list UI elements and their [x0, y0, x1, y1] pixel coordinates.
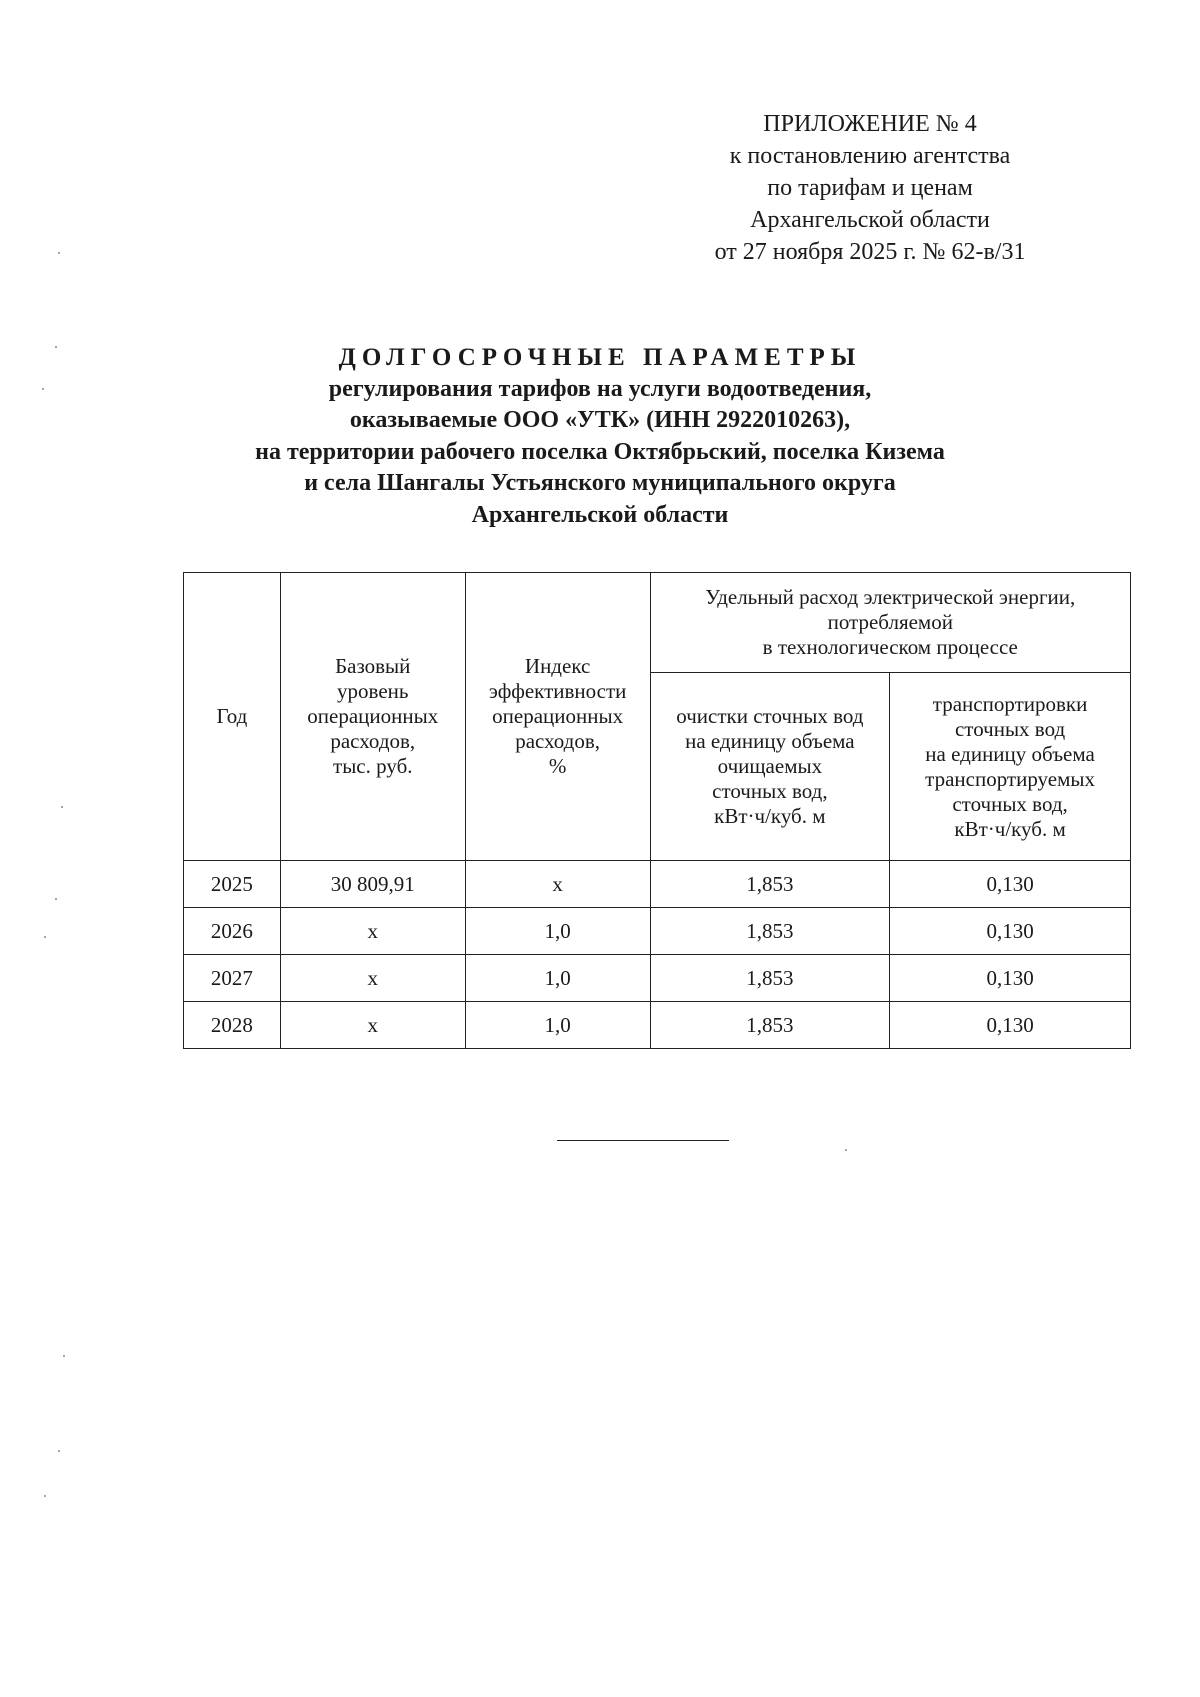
- header-line: кВт·ч/куб. м: [714, 804, 826, 828]
- header-line: операционных: [307, 704, 439, 728]
- header-line: Удельный расход электрической энергии,: [705, 585, 1076, 609]
- header-base-level: [280, 573, 465, 861]
- scan-speck: [55, 898, 57, 900]
- header-efficiency-index: [465, 573, 650, 861]
- header-line: транспортируемых: [925, 766, 1095, 791]
- cell-transport: 0,130: [890, 955, 1131, 1002]
- table-row: [184, 861, 1131, 908]
- header-line: Базовый: [335, 654, 411, 678]
- header-line: очищаемых: [717, 754, 823, 778]
- cell-base-level: х: [280, 1002, 465, 1049]
- header-line: операционных: [492, 704, 624, 728]
- header-transport: [890, 673, 1131, 861]
- cell-transport: 0,130: [890, 861, 1131, 908]
- header-line: тыс. руб.: [333, 754, 413, 778]
- header-line: расходов,: [515, 729, 601, 753]
- cell-treatment: 1,853: [650, 955, 890, 1002]
- scan-speck: [44, 936, 46, 938]
- document-title: [150, 342, 1050, 531]
- appendix-reference: к постановлению агентства: [729, 143, 1011, 169]
- table-header-row: [184, 573, 1131, 673]
- cell-treatment: 1,853: [650, 1002, 890, 1049]
- cell-transport: 0,130: [890, 1002, 1131, 1049]
- title-heading: ДОЛГОСРОЧНЫЕ ПАРАМЕТРЫ: [338, 344, 862, 371]
- cell-year: 2027: [184, 955, 281, 1002]
- header-line: кВт·ч/куб. м: [954, 816, 1066, 841]
- header-line: транспортировки: [932, 691, 1088, 716]
- header-line: эффективности: [488, 679, 627, 703]
- parameters-table: [183, 572, 1131, 1049]
- cell-index: 1,0: [465, 955, 650, 1002]
- appendix-date: от 27 ноября 2025 г. № 62-в/31: [714, 239, 1026, 265]
- header-line: на единицу объема: [685, 729, 855, 753]
- cell-base-level: х: [280, 955, 465, 1002]
- header-line: расходов,: [330, 729, 416, 753]
- scan-speck: [845, 1149, 847, 1151]
- header-line: сточных вод,: [712, 779, 828, 803]
- scan-speck: [55, 346, 57, 348]
- appendix-agency: по тарифам и ценам: [767, 175, 973, 201]
- header-line: %: [548, 754, 567, 778]
- scan-speck: [58, 1450, 60, 1452]
- title-line-2: оказываемые ООО «УТК» (ИНН 2922010263),: [349, 407, 851, 433]
- title-line-3: на территории рабочего поселка Октябрьский, поселка Кизема: [255, 438, 945, 465]
- header-year: Год: [184, 573, 281, 861]
- header-line: сточных вод: [954, 716, 1066, 741]
- cell-year: 2026: [184, 908, 281, 955]
- header-line: сточных вод,: [952, 791, 1068, 816]
- cell-base-level: х: [280, 908, 465, 955]
- appendix-number: ПРИЛОЖЕНИЕ № 4: [763, 111, 977, 137]
- cell-year: 2025: [184, 861, 281, 908]
- header-line: потребляемой: [827, 610, 953, 634]
- header-line: в технологическом процессе: [762, 635, 1018, 659]
- scan-speck: [42, 388, 44, 390]
- header-line: очистки сточных вод: [676, 704, 864, 728]
- header-specific-consumption: [650, 573, 1130, 673]
- table-row: [184, 955, 1131, 1002]
- header-line: уровень: [337, 679, 409, 703]
- title-line-5: Архангельской области: [471, 501, 729, 528]
- header-line: Индекс: [524, 654, 591, 678]
- header-line: на единицу объема: [925, 741, 1095, 766]
- header-treatment: [650, 673, 890, 861]
- cell-year: 2028: [184, 1002, 281, 1049]
- scan-speck: [58, 252, 60, 254]
- appendix-header: [700, 108, 1040, 268]
- title-line-4: и села Шангалы Устьянского муниципального округа: [304, 470, 896, 496]
- closing-rule: [557, 1140, 729, 1141]
- cell-index: х: [465, 861, 650, 908]
- cell-treatment: 1,853: [650, 908, 890, 955]
- cell-transport: 0,130: [890, 908, 1131, 955]
- scan-speck: [63, 1355, 65, 1357]
- appendix-region: Архангельской области: [750, 207, 990, 233]
- title-line-1: регулирования тарифов на услуги водоотведения,: [328, 375, 872, 402]
- cell-index: 1,0: [465, 1002, 650, 1049]
- cell-index: 1,0: [465, 908, 650, 955]
- table-row: [184, 1002, 1131, 1049]
- scan-speck: [61, 806, 63, 808]
- scan-speck: [44, 1495, 46, 1497]
- cell-treatment: 1,853: [650, 861, 890, 908]
- cell-base-level: 30 809,91: [280, 861, 465, 908]
- table-row: [184, 908, 1131, 955]
